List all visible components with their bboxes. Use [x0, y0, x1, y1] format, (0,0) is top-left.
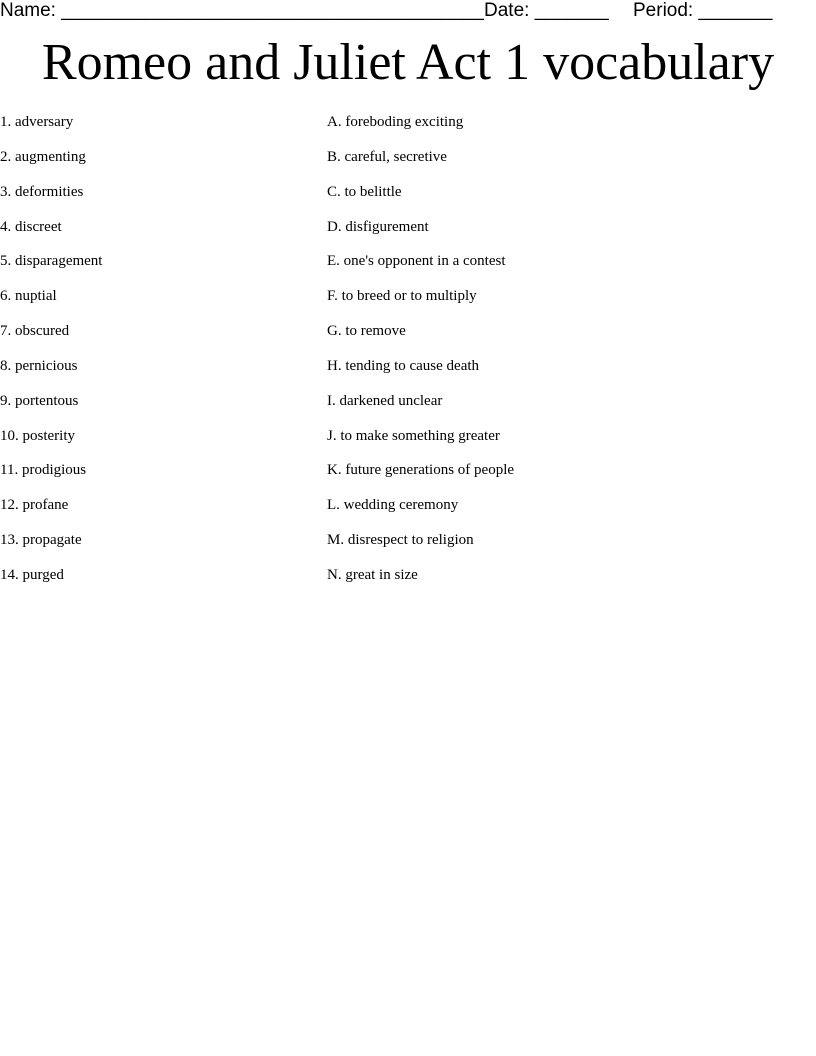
period-field: Period: _______ [633, 0, 773, 21]
definition-item: G. to remove [327, 323, 406, 340]
terms-list [0, 112, 320, 600]
definition-item: E. one's opponent in a contest [327, 253, 506, 270]
term-item: 8. pernicious [0, 357, 78, 374]
term-item: 14. purged [0, 566, 64, 583]
definition-item: C. to belittle [327, 183, 402, 200]
page-title: Romeo and Juliet Act 1 vocabulary [41, 34, 775, 91]
definition-item: D. disfigurement [327, 218, 429, 235]
name-field: Name: ________________________________________ [0, 0, 484, 21]
definition-item: N. great in size [327, 566, 418, 583]
term-item: 9. portentous [0, 392, 79, 409]
definitions-list [327, 112, 807, 600]
definition-item: M. disrespect to religion [327, 532, 474, 549]
definition-item: B. careful, secretive [327, 148, 447, 165]
term-item: 10. posterity [0, 427, 75, 444]
definition-item: J. to make something greater [327, 427, 500, 444]
worksheet-header [0, 0, 816, 22]
definition-item: K. future generations of people [327, 462, 515, 479]
definition-item: A. foreboding exciting [327, 114, 464, 130]
term-item: 3. deformities [0, 183, 84, 200]
term-item: 2. augmenting [0, 148, 86, 165]
term-item: 13. propagate [0, 532, 82, 549]
term-item: 4. discreet [0, 218, 62, 235]
term-item: 11. prodigious [0, 462, 87, 479]
date-field: Date: _______ [484, 0, 609, 21]
term-item: 7. obscured [0, 323, 70, 340]
term-item: 5. disparagement [0, 253, 103, 270]
definition-item: L. wedding ceremony [327, 497, 459, 514]
term-item: 6. nuptial [0, 288, 57, 305]
term-item: 12. profane [0, 497, 69, 514]
definition-item: I. darkened unclear [327, 392, 443, 409]
definition-item: H. tending to cause death [327, 357, 480, 374]
term-item: 1. adversary [0, 114, 74, 130]
definition-item: F. to breed or to multiply [327, 288, 477, 305]
